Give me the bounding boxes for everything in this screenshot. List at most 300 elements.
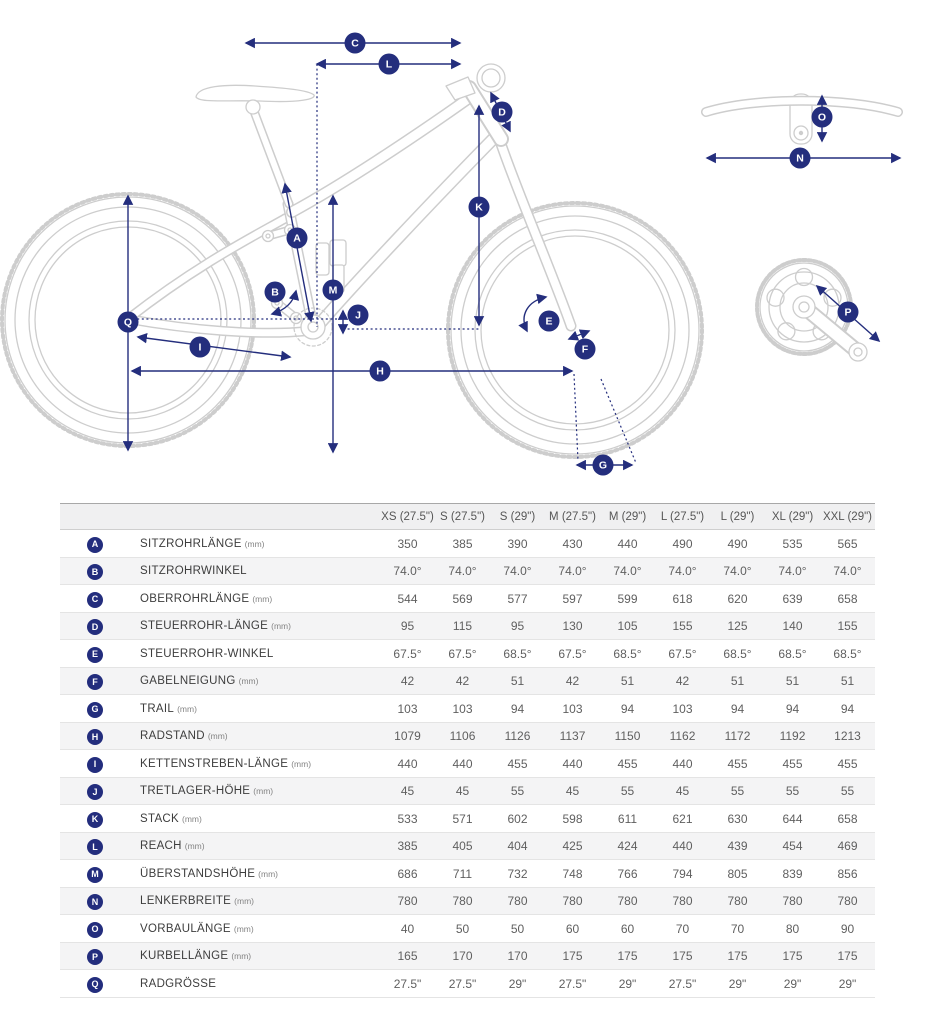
diagram-marker-P	[838, 302, 859, 323]
geometry-value: 27.5"	[393, 976, 422, 991]
geometry-value: 440	[617, 536, 638, 551]
geometry-value: 155	[672, 619, 693, 634]
diagram-marker-G	[593, 455, 614, 476]
geometry-value: 68.5°	[503, 646, 532, 661]
row-label-text: GABELNEIGUNG	[140, 675, 236, 688]
size-column-header: XL (29")	[771, 511, 814, 523]
svg-text:A: A	[293, 232, 301, 245]
geometry-value: 490	[672, 536, 693, 551]
svg-text:N: N	[796, 152, 804, 165]
row-marker-badge: Q	[87, 977, 103, 993]
geometry-value: 74.0°	[833, 564, 862, 579]
svg-text:E: E	[545, 315, 553, 328]
geometry-value: 42	[565, 674, 580, 689]
diagram-marker-F	[575, 339, 596, 360]
bike-side-view	[2, 64, 702, 457]
row-marker-cell	[60, 640, 130, 668]
geometry-value: 1137	[559, 729, 586, 744]
geometry-value: 27.5"	[558, 976, 587, 991]
size-column-header: L (29")	[720, 511, 755, 523]
geometry-value: 68.5°	[833, 646, 862, 661]
svg-text:Q: Q	[123, 316, 133, 329]
geometry-value: 68.5°	[723, 646, 752, 661]
marker-column-spacer	[60, 504, 130, 530]
geometry-value: 385	[452, 536, 473, 551]
geometry-value: 385	[397, 839, 418, 854]
geometry-value: 658	[837, 811, 858, 826]
svg-text:K: K	[475, 201, 483, 214]
row-label-text: OBERROHRLÄNGE	[140, 592, 250, 605]
row-label	[130, 805, 380, 833]
row-label	[130, 750, 380, 778]
size-column-header: M (27.5")	[549, 511, 596, 523]
size-column-header: S (27.5")	[440, 511, 485, 523]
row-marker-cell	[60, 832, 130, 860]
row-label	[130, 887, 380, 915]
geometry-row-J	[60, 777, 875, 805]
row-label	[130, 777, 380, 805]
row-marker-badge: M	[87, 867, 103, 883]
geometry-row-H	[60, 722, 875, 750]
geometry-value: 50	[455, 921, 470, 936]
row-marker-badge: N	[87, 894, 103, 910]
geometry-diagram-svg	[0, 0, 936, 500]
row-marker-cell	[60, 695, 130, 723]
geometry-value: 1106	[449, 729, 476, 744]
row-label	[130, 915, 380, 943]
geometry-row-C	[60, 585, 875, 613]
geometry-value: 350	[397, 536, 418, 551]
geometry-value: 644	[782, 811, 803, 826]
geometry-value: 67.5°	[558, 646, 587, 661]
geometry-value: 45	[400, 784, 415, 799]
geometry-value: 27.5"	[448, 976, 477, 991]
geometry-value: 1213	[834, 729, 861, 744]
row-unit: (mm)	[177, 703, 197, 714]
geometry-value: 45	[565, 784, 580, 799]
row-marker-badge: F	[87, 674, 103, 690]
svg-text:M: M	[328, 284, 338, 297]
geometry-value: 51	[840, 674, 855, 689]
diagram-marker-M	[323, 280, 344, 301]
geometry-value: 490	[727, 536, 748, 551]
geometry-value: 839	[782, 866, 803, 881]
geometry-value: 55	[730, 784, 745, 799]
geometry-value: 780	[507, 894, 528, 909]
size-column-header: XS (27.5")	[381, 511, 434, 523]
geometry-value: 440	[452, 756, 473, 771]
row-label-text: KETTENSTREBEN-LÄNGE	[140, 757, 289, 770]
row-marker-cell	[60, 805, 130, 833]
geometry-value: 68.5°	[613, 646, 642, 661]
geometry-value: 454	[782, 839, 803, 854]
geometry-row-O	[60, 915, 875, 943]
geometry-row-I	[60, 750, 875, 778]
geometry-value: 780	[397, 894, 418, 909]
geometry-value: 95	[510, 619, 525, 634]
diagram-marker-H	[370, 361, 391, 382]
row-label-text: RADGRÖSSE	[140, 977, 217, 990]
diagram-marker-E	[539, 311, 560, 332]
row-label	[130, 667, 380, 695]
geometry-value: 405	[452, 839, 473, 854]
row-marker-cell	[60, 915, 130, 943]
geometry-value: 94	[620, 701, 635, 716]
geometry-value: 94	[730, 701, 745, 716]
geometry-value: 658	[837, 591, 858, 606]
geometry-row-Q	[60, 970, 875, 998]
geometry-value: 95	[400, 619, 415, 634]
row-label-text: SITZROHRWINKEL	[140, 565, 247, 578]
geometry-value: 60	[565, 921, 580, 936]
geometry-value: 639	[782, 591, 803, 606]
geometry-value: 748	[562, 866, 583, 881]
size-column-header: S (29")	[499, 511, 536, 523]
svg-text:B: B	[271, 286, 279, 299]
svg-text:O: O	[817, 111, 827, 124]
geometry-value: 55	[785, 784, 800, 799]
svg-text:C: C	[351, 37, 359, 50]
row-marker-badge: O	[87, 922, 103, 938]
geometry-value: 175	[617, 949, 638, 964]
geometry-value: 42	[675, 674, 690, 689]
geometry-value: 440	[672, 839, 693, 854]
geometry-value: 1126	[504, 729, 531, 744]
geometry-value: 90	[840, 921, 855, 936]
geometry-value: 455	[727, 756, 748, 771]
geometry-value: 170	[507, 949, 528, 964]
row-marker-badge: D	[87, 619, 103, 635]
diagram-marker-Q	[118, 312, 139, 333]
row-label	[130, 860, 380, 888]
row-label	[130, 557, 380, 585]
geometry-value: 856	[837, 866, 858, 881]
geometry-value: 50	[510, 921, 525, 936]
geometry-row-P	[60, 942, 875, 970]
geometry-value: 533	[397, 811, 418, 826]
geometry-value: 440	[672, 756, 693, 771]
svg-text:G: G	[598, 459, 608, 472]
geometry-value: 455	[782, 756, 803, 771]
svg-text:P: P	[844, 306, 852, 319]
geometry-value: 51	[620, 674, 635, 689]
geometry-value: 67.5°	[448, 646, 477, 661]
geometry-row-G	[60, 695, 875, 723]
geometry-row-K	[60, 805, 875, 833]
row-marker-cell	[60, 970, 130, 998]
svg-text:I: I	[198, 341, 202, 354]
geometry-row-E	[60, 640, 875, 668]
geometry-value: 55	[840, 784, 855, 799]
row-unit: (mm)	[233, 923, 254, 934]
geometry-value: 455	[617, 756, 638, 771]
row-marker-cell	[60, 530, 130, 558]
geometry-value: 103	[452, 701, 473, 716]
row-unit: (mm)	[291, 758, 312, 769]
geometry-value: 620	[727, 591, 748, 606]
row-label	[130, 942, 380, 970]
geometry-value: 55	[510, 784, 525, 799]
row-label-text: VORBAULÄNGE	[140, 922, 231, 935]
geometry-value: 794	[672, 866, 693, 881]
size-header-row	[60, 504, 875, 530]
geometry-value: 780	[452, 894, 473, 909]
row-marker-cell	[60, 860, 130, 888]
row-label-text: STEUERROHR-LÄNGE	[140, 620, 269, 633]
geometry-value: 29"	[783, 976, 802, 991]
row-marker-badge: G	[87, 702, 103, 718]
geometry-value: 29"	[618, 976, 637, 991]
row-label	[130, 695, 380, 723]
geometry-value: 74.0°	[613, 564, 642, 579]
row-marker-cell	[60, 585, 130, 613]
geometry-value: 74.0°	[558, 564, 587, 579]
dim-F-fork-offset	[569, 331, 589, 339]
geometry-value: 455	[837, 756, 858, 771]
row-label	[130, 970, 380, 998]
geometry-value: 170	[452, 949, 473, 964]
geometry-value: 103	[672, 701, 693, 716]
row-label-text: ÜBERSTANDSHÖHE	[140, 867, 256, 880]
geometry-value: 780	[562, 894, 583, 909]
saddle	[196, 85, 314, 101]
row-marker-badge: I	[87, 757, 103, 773]
diagram-marker-I	[190, 337, 211, 358]
row-marker-badge: K	[87, 812, 103, 828]
geometry-value: 51	[510, 674, 525, 689]
geometry-value: 70	[730, 921, 745, 936]
geometry-value: 618	[672, 591, 693, 606]
row-label	[130, 585, 380, 613]
geometry-value: 105	[617, 619, 638, 634]
geometry-value: 1150	[614, 729, 641, 744]
svg-text:L: L	[385, 58, 393, 71]
handlebar-top-view	[706, 94, 898, 144]
row-marker-badge: E	[87, 647, 103, 663]
size-column-header: M (29")	[608, 511, 647, 523]
diagram-marker-B	[265, 282, 286, 303]
row-label-text: REACH	[140, 840, 182, 853]
geometry-value: 165	[397, 949, 418, 964]
geometry-value: 598	[562, 811, 583, 826]
row-label	[130, 640, 380, 668]
geometry-value: 602	[507, 811, 528, 826]
diagram-marker-N	[790, 148, 811, 169]
geometry-value: 711	[452, 866, 473, 881]
geometry-row-L	[60, 832, 875, 860]
row-marker-badge: P	[87, 949, 103, 965]
geometry-value: 577	[507, 591, 528, 606]
geometry-value: 80	[785, 921, 800, 936]
row-marker-cell	[60, 612, 130, 640]
row-label-text: STACK	[140, 812, 179, 825]
geometry-value: 45	[455, 784, 470, 799]
geometry-value: 630	[727, 811, 748, 826]
geometry-value: 440	[397, 756, 418, 771]
geometry-row-F	[60, 667, 875, 695]
geometry-value: 55	[620, 784, 635, 799]
row-marker-cell	[60, 750, 130, 778]
geometry-value: 74.0°	[393, 564, 422, 579]
rear-shock	[316, 243, 329, 275]
geometry-row-M	[60, 860, 875, 888]
row-label	[130, 530, 380, 558]
geometry-value: 175	[562, 949, 583, 964]
geometry-value: 766	[617, 866, 638, 881]
geometry-value: 425	[562, 839, 583, 854]
size-column-header: XXL (29")	[822, 511, 873, 523]
geometry-row-A	[60, 530, 875, 558]
svg-text:J: J	[355, 309, 361, 322]
geometry-value: 74.0°	[503, 564, 532, 579]
geometry-row-N	[60, 887, 875, 915]
row-label-text: TRETLAGER-HÖHE	[140, 785, 251, 798]
label-column-spacer	[130, 504, 380, 530]
geometry-value: 732	[507, 866, 528, 881]
geometry-value: 40	[400, 921, 415, 936]
geometry-value: 1192	[779, 729, 806, 744]
row-marker-badge: C	[87, 592, 103, 608]
row-marker-cell	[60, 667, 130, 695]
front-wheel	[448, 203, 702, 457]
row-label-text: LENKERBREITE	[140, 895, 232, 908]
geometry-value: 29"	[838, 976, 857, 991]
geometry-value: 455	[507, 756, 528, 771]
row-unit: (mm)	[207, 731, 228, 742]
geometry-row-B	[60, 557, 875, 585]
row-unit: (mm)	[253, 786, 274, 797]
geometry-value: 805	[727, 866, 748, 881]
geometry-value: 45	[675, 784, 690, 799]
geometry-value: 94	[840, 701, 855, 716]
svg-text:D: D	[498, 106, 506, 119]
geometry-value: 571	[452, 811, 473, 826]
row-unit: (mm)	[252, 593, 273, 604]
svg-text:F: F	[581, 343, 589, 356]
svg-text:H: H	[376, 365, 384, 378]
diagram-marker-L	[379, 54, 400, 75]
geometry-value: 70	[675, 921, 690, 936]
row-label-text: RADSTAND	[140, 730, 205, 743]
geometry-value: 130	[562, 619, 583, 634]
row-unit: (mm)	[271, 621, 291, 632]
geometry-value: 535	[782, 536, 803, 551]
geometry-value: 74.0°	[778, 564, 807, 579]
geometry-value: 440	[562, 756, 583, 771]
row-marker-cell	[60, 557, 130, 585]
row-marker-badge: L	[87, 839, 103, 855]
geometry-value: 68.5°	[778, 646, 807, 661]
row-label	[130, 832, 380, 860]
geometry-value: 439	[727, 839, 748, 854]
geometry-value: 611	[617, 811, 638, 826]
geometry-value: 780	[727, 894, 748, 909]
row-marker-badge: H	[87, 729, 103, 745]
bike-geometry-diagram	[0, 0, 936, 500]
geometry-value: 155	[837, 619, 858, 634]
geometry-value: 175	[782, 949, 803, 964]
geometry-value: 175	[837, 949, 858, 964]
row-label	[130, 612, 380, 640]
row-unit: (mm)	[238, 676, 259, 687]
diagram-marker-O	[812, 107, 833, 128]
geometry-value: 1079	[394, 729, 421, 744]
geometry-value: 1162	[669, 729, 696, 744]
geometry-value: 430	[562, 536, 583, 551]
row-unit: (mm)	[231, 951, 252, 962]
geometry-value: 74.0°	[668, 564, 697, 579]
geometry-value: 29"	[508, 976, 527, 991]
row-marker-badge: J	[87, 784, 103, 800]
row-unit: (mm)	[244, 538, 265, 549]
row-label-text: SITZROHRLÄNGE	[140, 537, 242, 550]
geometry-row-D	[60, 612, 875, 640]
diagram-marker-K	[469, 197, 490, 218]
diagram-marker-D	[492, 102, 513, 123]
geometry-value: 103	[397, 701, 418, 716]
geometry-value: 780	[672, 894, 693, 909]
row-label-text: TRAIL	[140, 702, 175, 715]
geometry-table	[60, 503, 875, 998]
geometry-value: 686	[397, 866, 418, 881]
geometry-value: 74.0°	[723, 564, 752, 579]
diagram-marker-J	[348, 305, 369, 326]
geometry-value: 74.0°	[448, 564, 477, 579]
diagram-marker-A	[287, 228, 308, 249]
geometry-value: 1172	[724, 729, 751, 744]
size-column-header: L (27.5")	[660, 511, 705, 523]
geometry-value: 94	[510, 701, 525, 716]
geometry-value: 175	[727, 949, 748, 964]
geometry-value: 29"	[728, 976, 747, 991]
row-unit: (mm)	[258, 868, 278, 879]
row-marker-cell	[60, 942, 130, 970]
geometry-value: 94	[785, 701, 800, 716]
row-label	[130, 722, 380, 750]
geometry-value: 175	[672, 949, 693, 964]
geometry-value: 569	[452, 591, 473, 606]
geometry-value: 67.5°	[393, 646, 422, 661]
geometry-value: 51	[785, 674, 800, 689]
geometry-value: 404	[507, 839, 528, 854]
geometry-value: 60	[620, 921, 635, 936]
row-marker-badge: B	[87, 564, 103, 580]
geometry-value: 42	[455, 674, 470, 689]
row-marker-cell	[60, 722, 130, 750]
geometry-value: 424	[617, 839, 638, 854]
geometry-value: 140	[782, 619, 803, 634]
geometry-value: 621	[672, 811, 693, 826]
geometry-value: 597	[562, 591, 583, 606]
geometry-value: 115	[452, 619, 473, 634]
row-marker-cell	[60, 777, 130, 805]
geometry-value: 780	[782, 894, 803, 909]
row-label-text: STEUERROHR-WINKEL	[140, 647, 274, 660]
row-marker-badge: A	[87, 537, 103, 553]
geometry-value: 544	[397, 591, 418, 606]
geometry-value: 599	[617, 591, 638, 606]
geometry-value: 565	[837, 536, 858, 551]
geometry-value: 390	[507, 536, 528, 551]
diagram-marker-C	[345, 33, 366, 54]
row-unit: (mm)	[182, 813, 202, 824]
row-unit: (mm)	[184, 841, 205, 852]
geometry-value: 780	[837, 894, 858, 909]
geometry-value: 103	[562, 701, 583, 716]
geometry-value: 125	[727, 619, 748, 634]
geometry-value: 42	[400, 674, 415, 689]
geometry-value: 469	[837, 839, 858, 854]
